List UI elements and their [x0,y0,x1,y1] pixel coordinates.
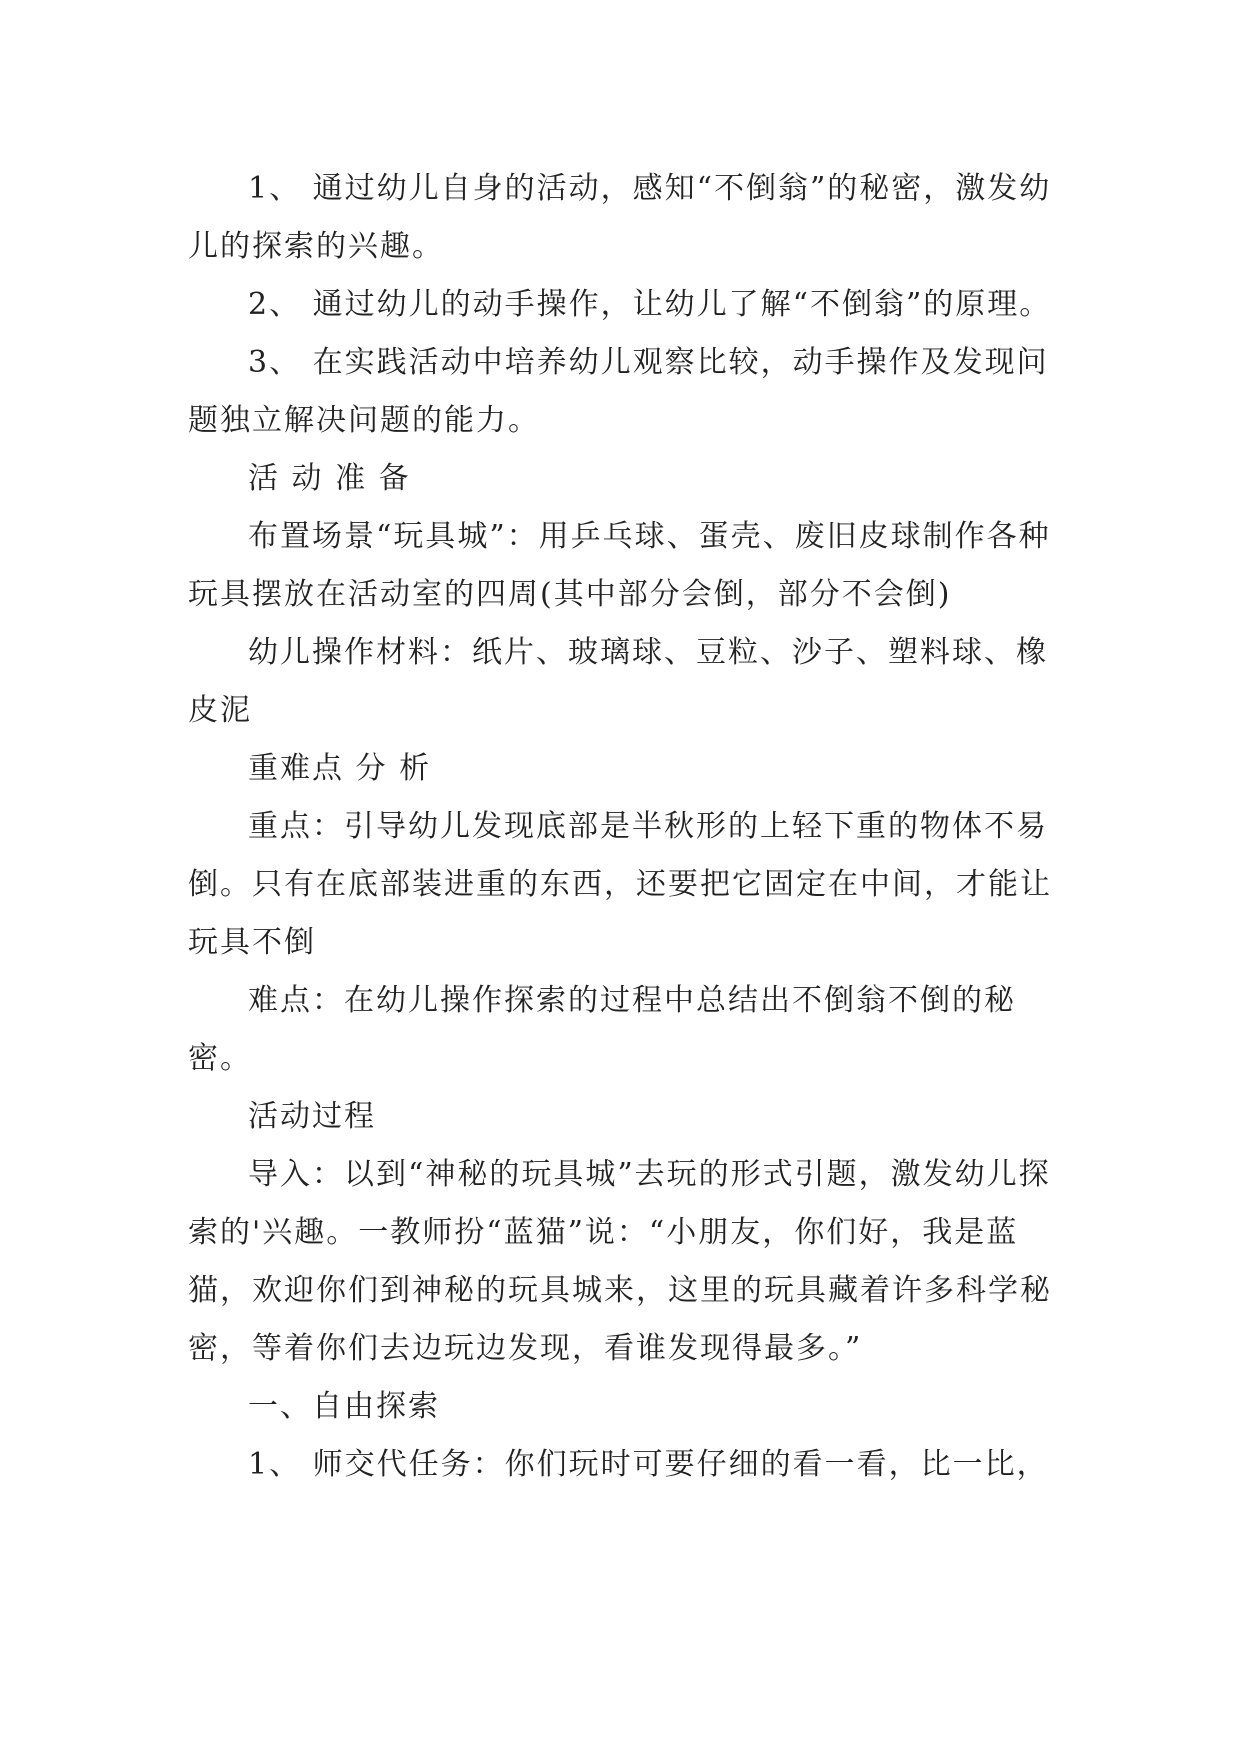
preparation-scene: 布置场景“玩具城”：用乒乓球、蛋壳、废旧皮球制作各种玩具摆放在活动室的四周(其中部分会倒，部分不会倒) [188,519,1051,612]
document-body [188,160,1053,1494]
process-step-heading: 一、自由探索 [248,1389,440,1424]
process-introduction: 导入：以到“神秘的玩具城”去玩的形式引题，激发幼儿探索的'兴趣。一教师扮“蓝猫”说：“小朋友，你们好，我是蓝猫，欢迎你们到神秘的玩具城来，这里的玩具藏着许多科学秘密，等着你们去边玩边发现，看谁发现得最多。” [188,1157,1052,1366]
section-heading-process: 活动过程 [248,1099,376,1134]
objective-1: 1、 通过幼儿自身的活动，感知“不倒翁”的秘密，激发幼儿的探索的兴趣。 [188,171,1052,264]
section-heading-preparation: 活 动 准 备 [248,461,411,496]
objective-2: 2、 通过幼儿的动手操作，让幼儿了解“不倒翁”的原理。 [248,287,1052,322]
preparation-materials: 幼儿操作材料：纸片、玻璃球、豆粒、沙子、塑料球、橡皮泥 [188,635,1048,728]
objective-3: 3、 在实践活动中培养幼儿观察比较，动手操作及发现问题独立解决问题的能力。 [188,345,1049,438]
key-point: 重点：引导幼儿发现底部是半秋形的上轻下重的物体不易倒。只有在底部装进重的东西，还要把它固定在中间，才能让玩具不倒 [188,809,1052,960]
section-heading-key-points: 重难点 分 析 [248,751,432,786]
process-step-1: 1、 师交代任务：你们玩时可要仔细的看一看，比一比， [248,1447,1049,1482]
difficult-point: 难点：在幼儿操作探索的过程中总结出不倒翁不倒的秘密。 [188,983,1016,1076]
